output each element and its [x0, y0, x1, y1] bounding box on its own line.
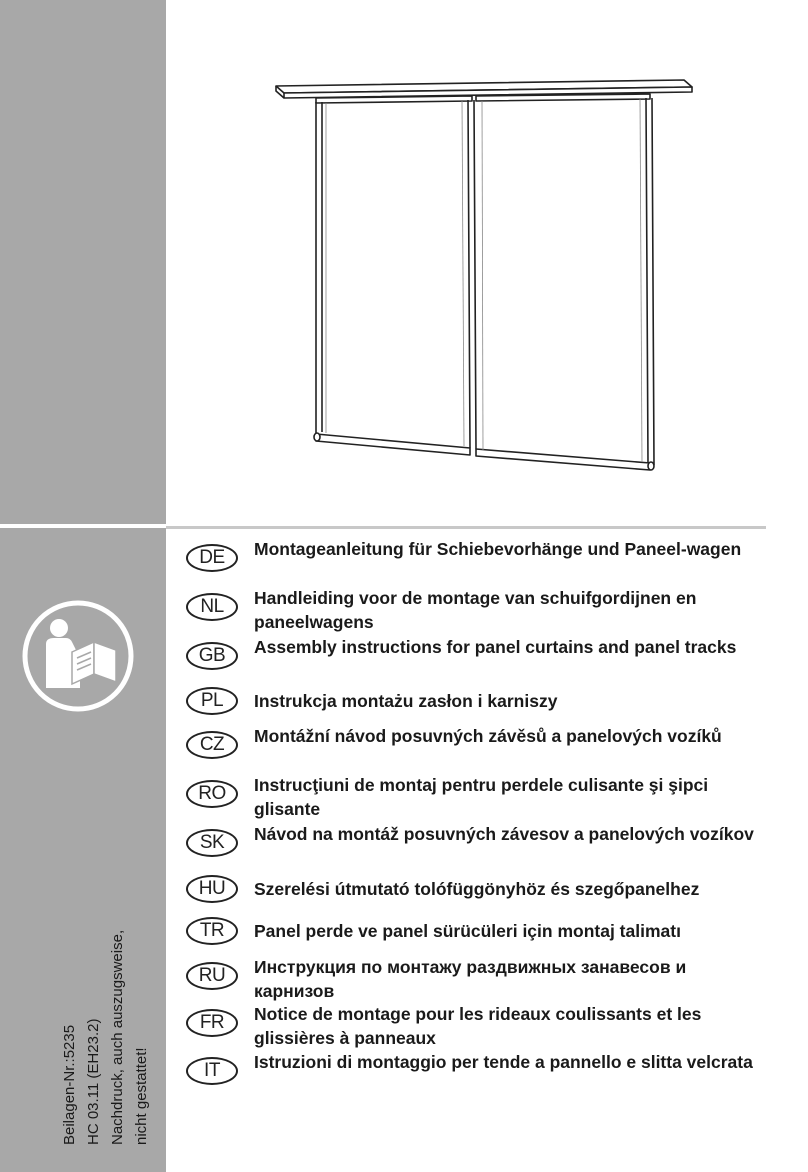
lang-badge-tr: TR — [186, 917, 238, 945]
print-note — [58, 930, 154, 1145]
sidebar-divider-line — [0, 524, 166, 528]
read-manual-icon — [22, 600, 134, 712]
lang-badge-ru: RU — [186, 962, 238, 990]
lang-badge-nl: NL — [186, 593, 238, 621]
lang-badge-hu: HU — [186, 875, 238, 903]
lang-title-sk: Návod na montáž posuvných závesov a panelových vozíkov — [254, 824, 754, 844]
note-line-2: HC 03.11 (EH23.2) — [85, 1018, 102, 1145]
lang-badge-sk: SK — [186, 829, 238, 857]
lang-title-ru: Инструкция по монтажу раздвижных занавесов и карнизов — [254, 957, 687, 1001]
lang-badge-pl: PL — [186, 687, 238, 715]
lang-badge-cz: CZ — [186, 731, 238, 759]
lang-title-cz: Montážní návod posuvných závěsů a panelových vozíků — [254, 726, 722, 746]
lang-badge-gb: GB — [186, 642, 238, 670]
lang-badge-de: DE — [186, 544, 238, 572]
lang-title-it: Istruzioni di montaggio per tende a pannello e slitta velcrata — [254, 1052, 753, 1072]
lang-title-fr: Notice de montage pour les rideaux coulissants et les glissières à panneaux — [254, 1004, 702, 1048]
lang-badge-it: IT — [186, 1057, 238, 1085]
note-line-1: Beilagen-Nr.:5235 — [61, 1024, 78, 1145]
horizontal-divider — [166, 526, 766, 529]
lang-badge-fr: FR — [186, 1009, 238, 1037]
lang-title-ro: Instrucţiuni de montaj pentru perdele culisante şi şipci glisante — [254, 775, 709, 819]
sliding-panel-curtain-drawing — [270, 70, 700, 480]
lang-badge-ro: RO — [186, 780, 238, 808]
lang-title-de: Montageanleitung für Schiebevorhänge und Paneel-wagen — [254, 539, 742, 559]
lang-title-nl: Handleiding voor de montage van schuifgordijnen en paneelwagens — [254, 588, 697, 632]
note-line-4: nicht gestattet! — [133, 1047, 150, 1145]
lang-title-gb: Assembly instructions for panel curtains and panel tracks — [254, 637, 737, 657]
lang-title-pl: Instrukcja montażu zasłon i karniszy — [254, 691, 558, 711]
note-line-3: Nachdruck, auch auszugsweise, — [109, 929, 126, 1145]
lang-title-hu: Szerelési útmutató tolófüggönyhöz és szegőpanelhez — [254, 879, 700, 899]
gray-sidebar — [0, 0, 166, 1172]
lang-title-tr: Panel perde ve panel sürücüleri için montaj talimatı — [254, 921, 681, 941]
